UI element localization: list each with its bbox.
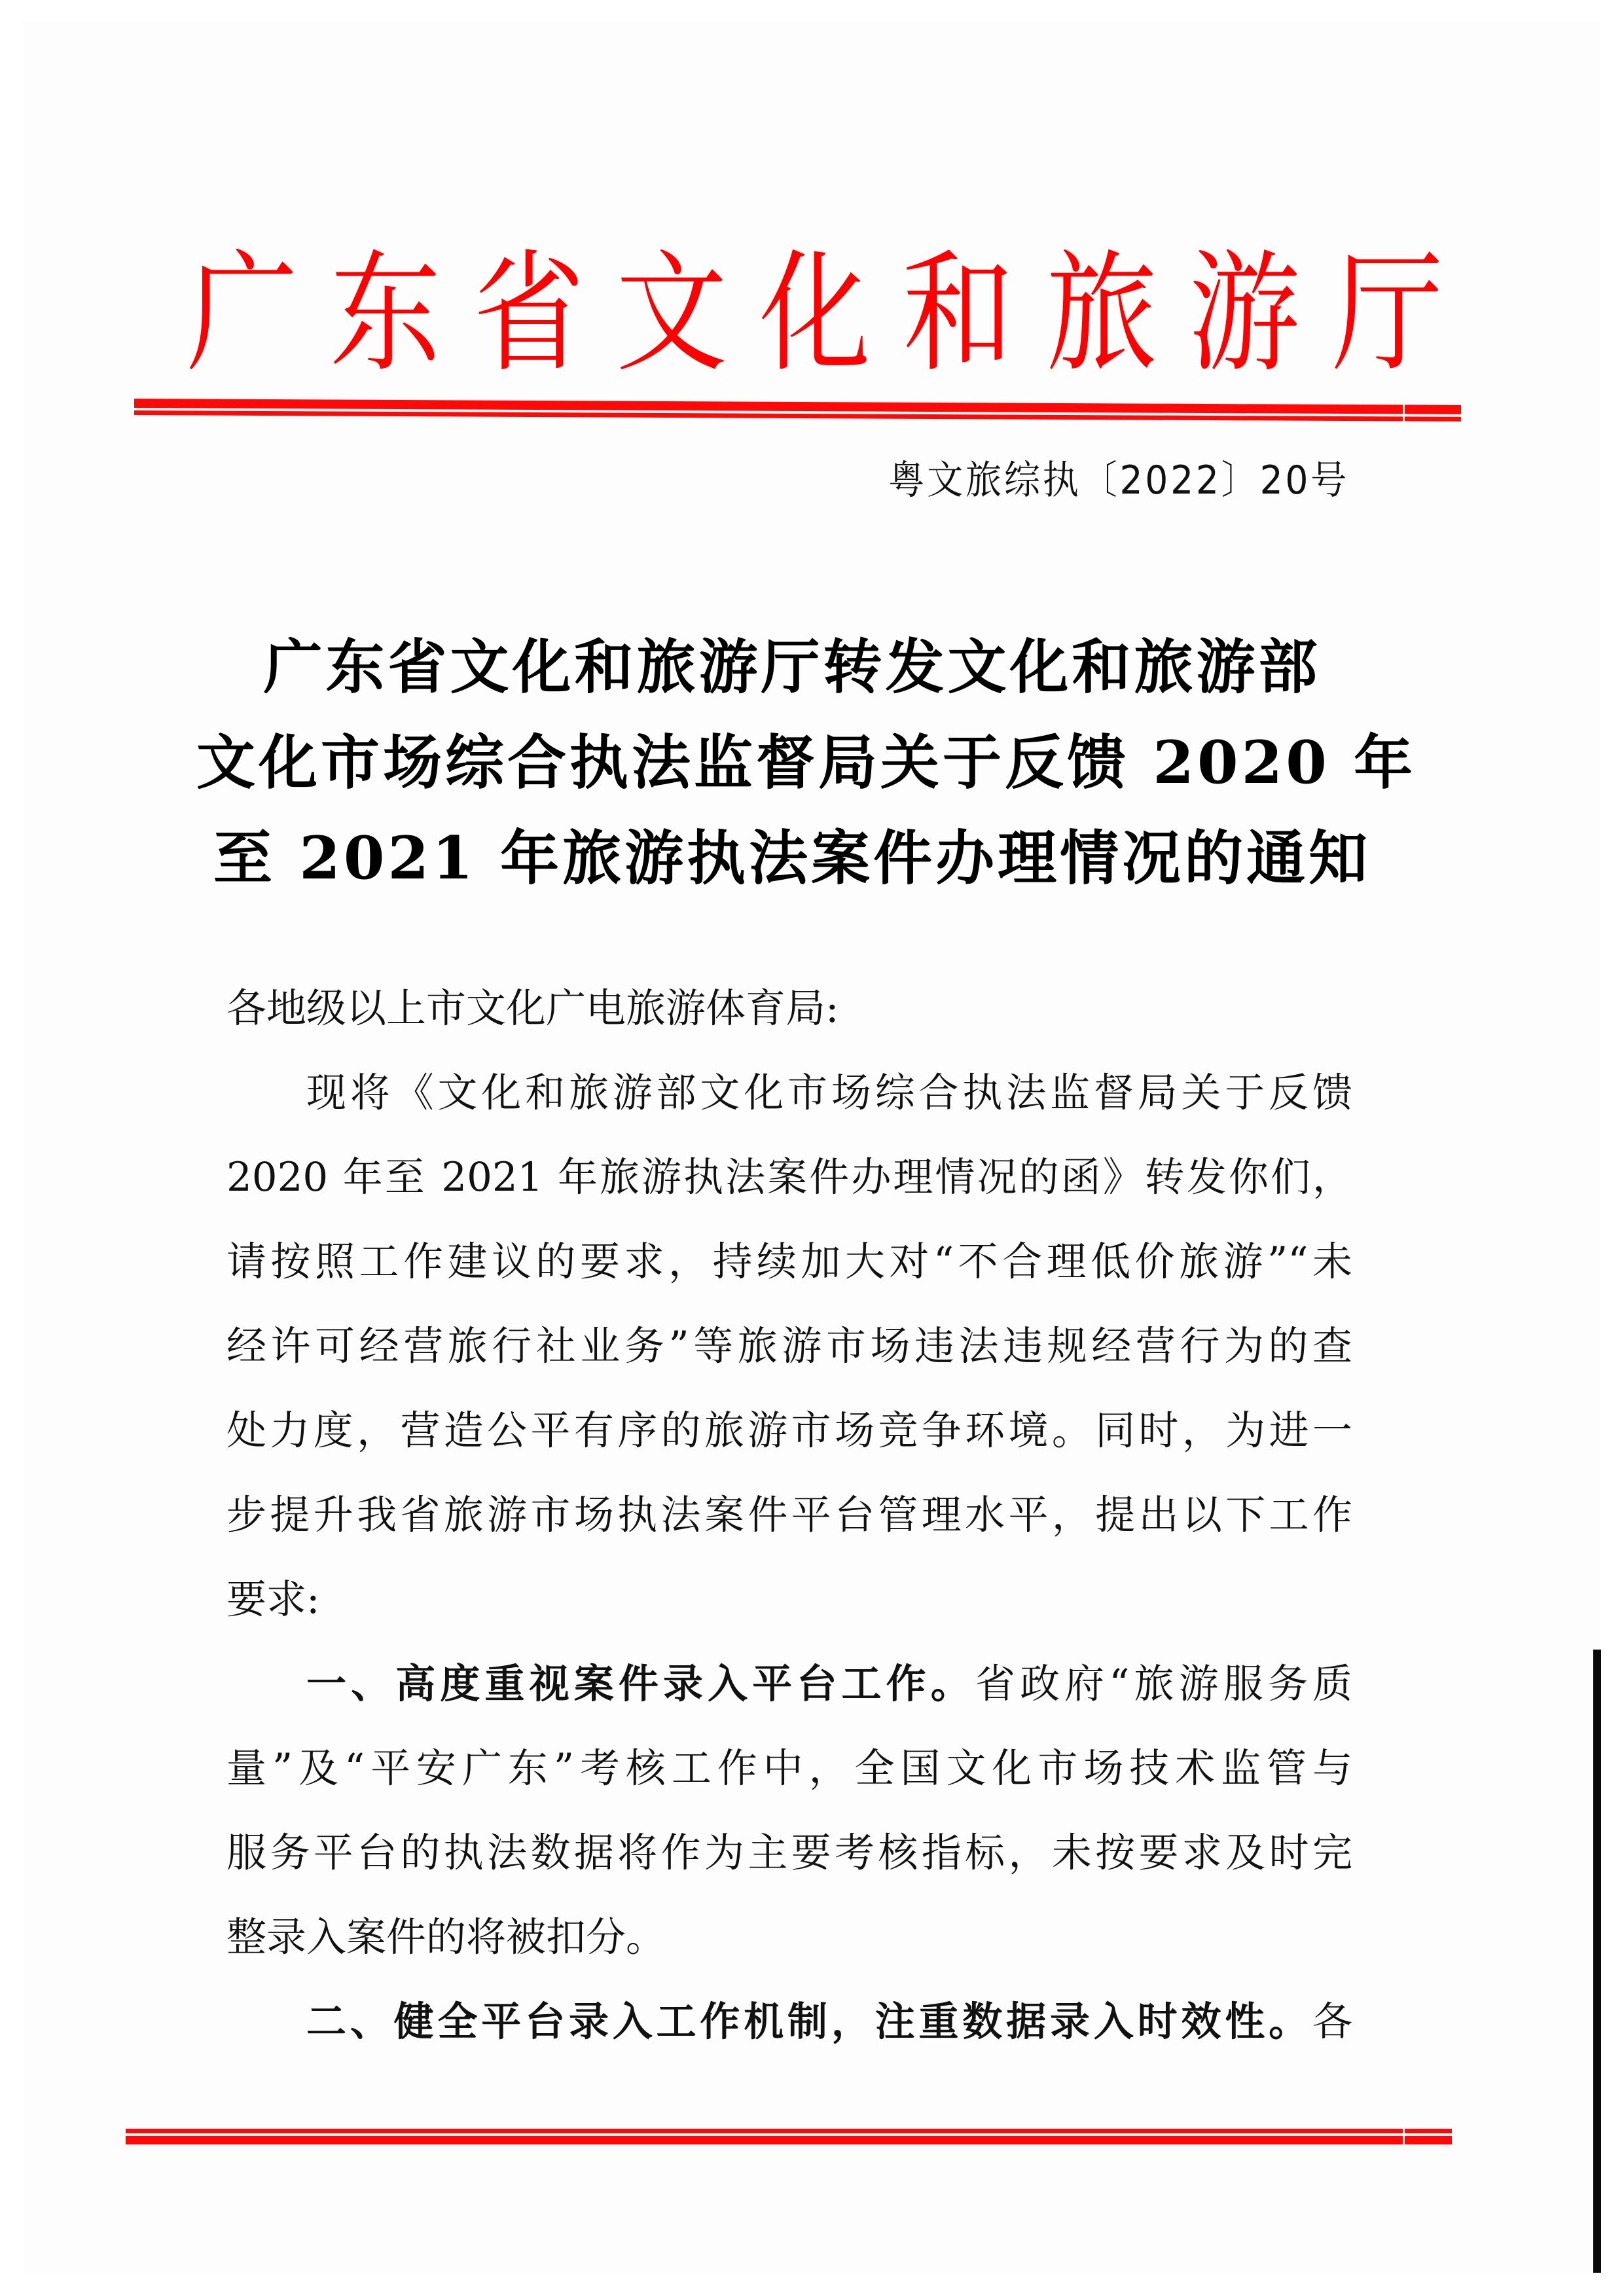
section-2-heading: 二、健全平台录入工作机制，注重数据录入时效性。 (306, 1998, 1312, 2045)
body-line: 整录入案件的将被扣分。 (226, 1914, 666, 1961)
document-title (196, 619, 1416, 906)
body-line: 量”及“平安广东”考核工作中，全国文化市场技术监管与 (226, 1745, 1352, 1792)
body-line: 步提升我省旅游市场执法案件平台管理水平，提出以下工作 (226, 1492, 1352, 1538)
body-line: 经许可经营旅行社业务”等旅游市场违法违规经营行为的查 (226, 1323, 1352, 1369)
body-line: 请按照工作建议的要求，持续加大对“不合理低价旅游”“未 (226, 1238, 1352, 1285)
scan-edge-shadow (1593, 1650, 1601, 2273)
section-2-first-line (226, 1979, 1352, 2064)
body-line: 现将《文化和旅游部文化市场综合执法监督局关于反馈 (306, 1070, 1352, 1116)
masthead-char: 文 (616, 238, 728, 390)
bottom-rule-gap (1403, 2127, 1405, 2147)
body-line: 2020 年至 2021 年旅游执法案件办理情况的函》转发你们， (226, 1154, 1352, 1201)
section-1-first-line (226, 1642, 1352, 1726)
masthead-char: 旅 (1045, 238, 1157, 390)
body-line: 服务平台的执法数据将作为主要考核指标，未按要求及时完 (226, 1830, 1352, 1876)
document-number: 粤文旅综执〔2022〕20号 (888, 458, 1349, 503)
salutation: 各地级以上市文化广电旅游体育局: (226, 985, 839, 1032)
bottom-red-rule-thick (126, 2136, 1452, 2144)
masthead-char: 游 (1189, 238, 1301, 390)
body-line: 处力度，营造公平有序的旅游市场竞争环境。同时，为进一 (226, 1407, 1352, 1454)
document-body (226, 966, 1352, 2064)
title-line: 至 2021 年旅游执法案件办理情况的通知 (213, 823, 1371, 893)
masthead-char: 厅 (1332, 238, 1444, 390)
bottom-red-rule-thin (126, 2129, 1452, 2133)
body-line: 要求: (226, 1576, 320, 1623)
masthead-char: 东 (329, 238, 441, 390)
masthead-char: 省 (473, 238, 585, 390)
masthead (177, 238, 1453, 390)
section-2-text: 各 (1312, 1998, 1352, 2045)
section-1-heading: 一、高度重视案件录入平台工作。 (306, 1661, 975, 1707)
masthead-char: 和 (902, 238, 1014, 390)
masthead-char: 化 (759, 238, 871, 390)
title-line: 文化市场综合执法监督局关于反馈 2020 年 (196, 728, 1416, 797)
masthead-char: 广 (187, 238, 298, 390)
top-rule-gap (1403, 396, 1405, 422)
section-1-text: 省政府“旅游服务质 (975, 1661, 1352, 1707)
title-line: 广东省文化和旅游厅转发文化和旅游部 (263, 632, 1321, 702)
